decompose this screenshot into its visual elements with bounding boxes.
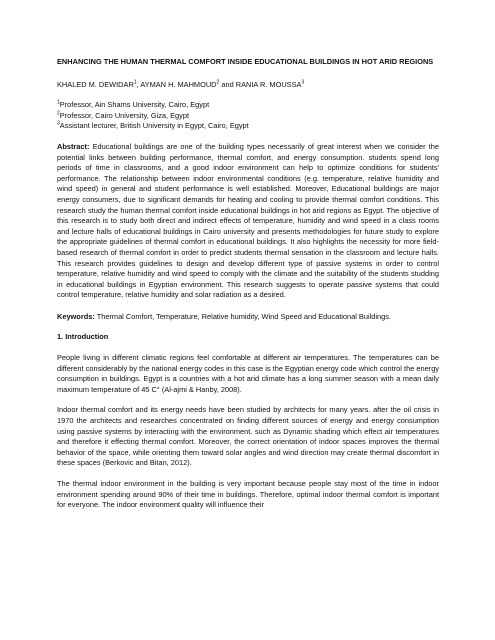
affiliation-number: 1 xyxy=(57,99,60,106)
author-separator: , xyxy=(136,79,141,89)
author-separator: and xyxy=(219,79,236,89)
author-superscript: 1 xyxy=(133,79,137,86)
affiliation-number: 2 xyxy=(57,110,60,117)
body-paragraph: Indoor thermal comfort and its energy needs have been studied by architects for many years. after the oil crisis in 1970 the architects and researches concentrated on finding different sources of energy and energy consumption using passive systems by interacting with the environment. such as Dynamic shading which effect air temperatures and therefore it effecting thermal comfort. Moreover, the correct orientation of indoor spaces improves the thermal behavior of the space, while orienting them toward solar angles and wind direction may create thermal discomfort in these spaces (Berkovic and Bitan, 2012). xyxy=(57,405,439,468)
affiliation xyxy=(57,100,439,111)
affiliation xyxy=(57,111,439,122)
author-line xyxy=(57,80,439,91)
keywords-text: Thermal Comfort, Temperature, Relative humidity, Wind Speed and Educational Buildings. xyxy=(94,311,391,321)
affiliation-text: Professor, Cairo University, Giza, Egypt xyxy=(59,110,190,120)
abstract-text: Educational buildings are one of the building types necessarily of great interest when we consider the potential links between building performance, thermal comfort, and energy consumption. students spend long periods of time in classrooms, and a good indoor environment can help to optimize conditions for students' performance. The relationship between indoor environmental conditions (e.g. temperature, relative humidity and wind speed) in general and student performance is well established. Moreover, Educational buildings are major energy consumers, due to significant demands for heating and cooling to provide thermal comfort conditions. This research study the human thermal comfort inside educational buildings in hot arid regions as Egypt. The objective of this research is to study both direct and indirect effects of temperature, humidity and wind speed in a class rooms and lecture halls of educational buildings in Cairo university and presents methodologies for future study to explore the appropriate guidelines of thermal comfort in educational buildings. It also highlights the necessity for more field-based research of thermal comfort in order to predict students thermal sensation in the classroom and lecture halls. This research provides guidelines to design and develop different type of passive systems in order to control temperature, relative humidity and wind speed to comply with the climate and the suitability of the students studding in educational buildings in Egyptian environment. This research suggests to operate passive systems that could control temperature, relative humidity and solar radiation as a desired. xyxy=(57,141,439,300)
affiliation-text: Assistant lecturer, British University in Egypt, Cairo, Egypt xyxy=(59,121,249,131)
affiliation xyxy=(57,121,439,132)
abstract xyxy=(57,142,439,301)
body-paragraph: The thermal indoor environment in the building is very important because people stay most of the time in indoor environment spending around 90% of their time in buildings. Therefore, optimal indoor thermal comfort is important for everyone. The indoor environment quality will influence their xyxy=(57,479,439,510)
section-heading: 1. Introduction xyxy=(57,332,109,342)
body-paragraph: People living in different climatic regions feel comfortable at different air temperatures. The temperatures can be different considerably by the national energy codes in this case is the Egyptian energy code which control the energy consumption in buildings. Egypt is a countries with a hot arid climate has a long summer season with a mean daily maximum temperature of 45 C° (Al-ajmi & Hanby, 2008). xyxy=(57,353,439,394)
abstract-label: Abstract: xyxy=(57,141,90,151)
author-name: RANIA R. MOUSSA xyxy=(235,79,302,89)
author-name: KHALED M. DEWIDAR xyxy=(57,79,134,89)
keywords-label: Keywords: xyxy=(57,311,95,321)
keywords xyxy=(57,312,439,323)
affiliation-text: Professor, Ain Shams University, Cairo, Egypt xyxy=(59,100,210,110)
author-name: AYMAN H. MAHMOUD xyxy=(140,79,217,89)
paper-body xyxy=(57,57,439,511)
affiliation-number: 3 xyxy=(57,120,60,127)
author-superscript: 3 xyxy=(301,79,305,86)
author-superscript: 2 xyxy=(216,79,220,86)
paper-title: ENHANCING THE HUMAN THERMAL COMFORT INSIDE EDUCATIONAL BUILDINGS IN HOT ARID REGIONS xyxy=(57,57,434,66)
